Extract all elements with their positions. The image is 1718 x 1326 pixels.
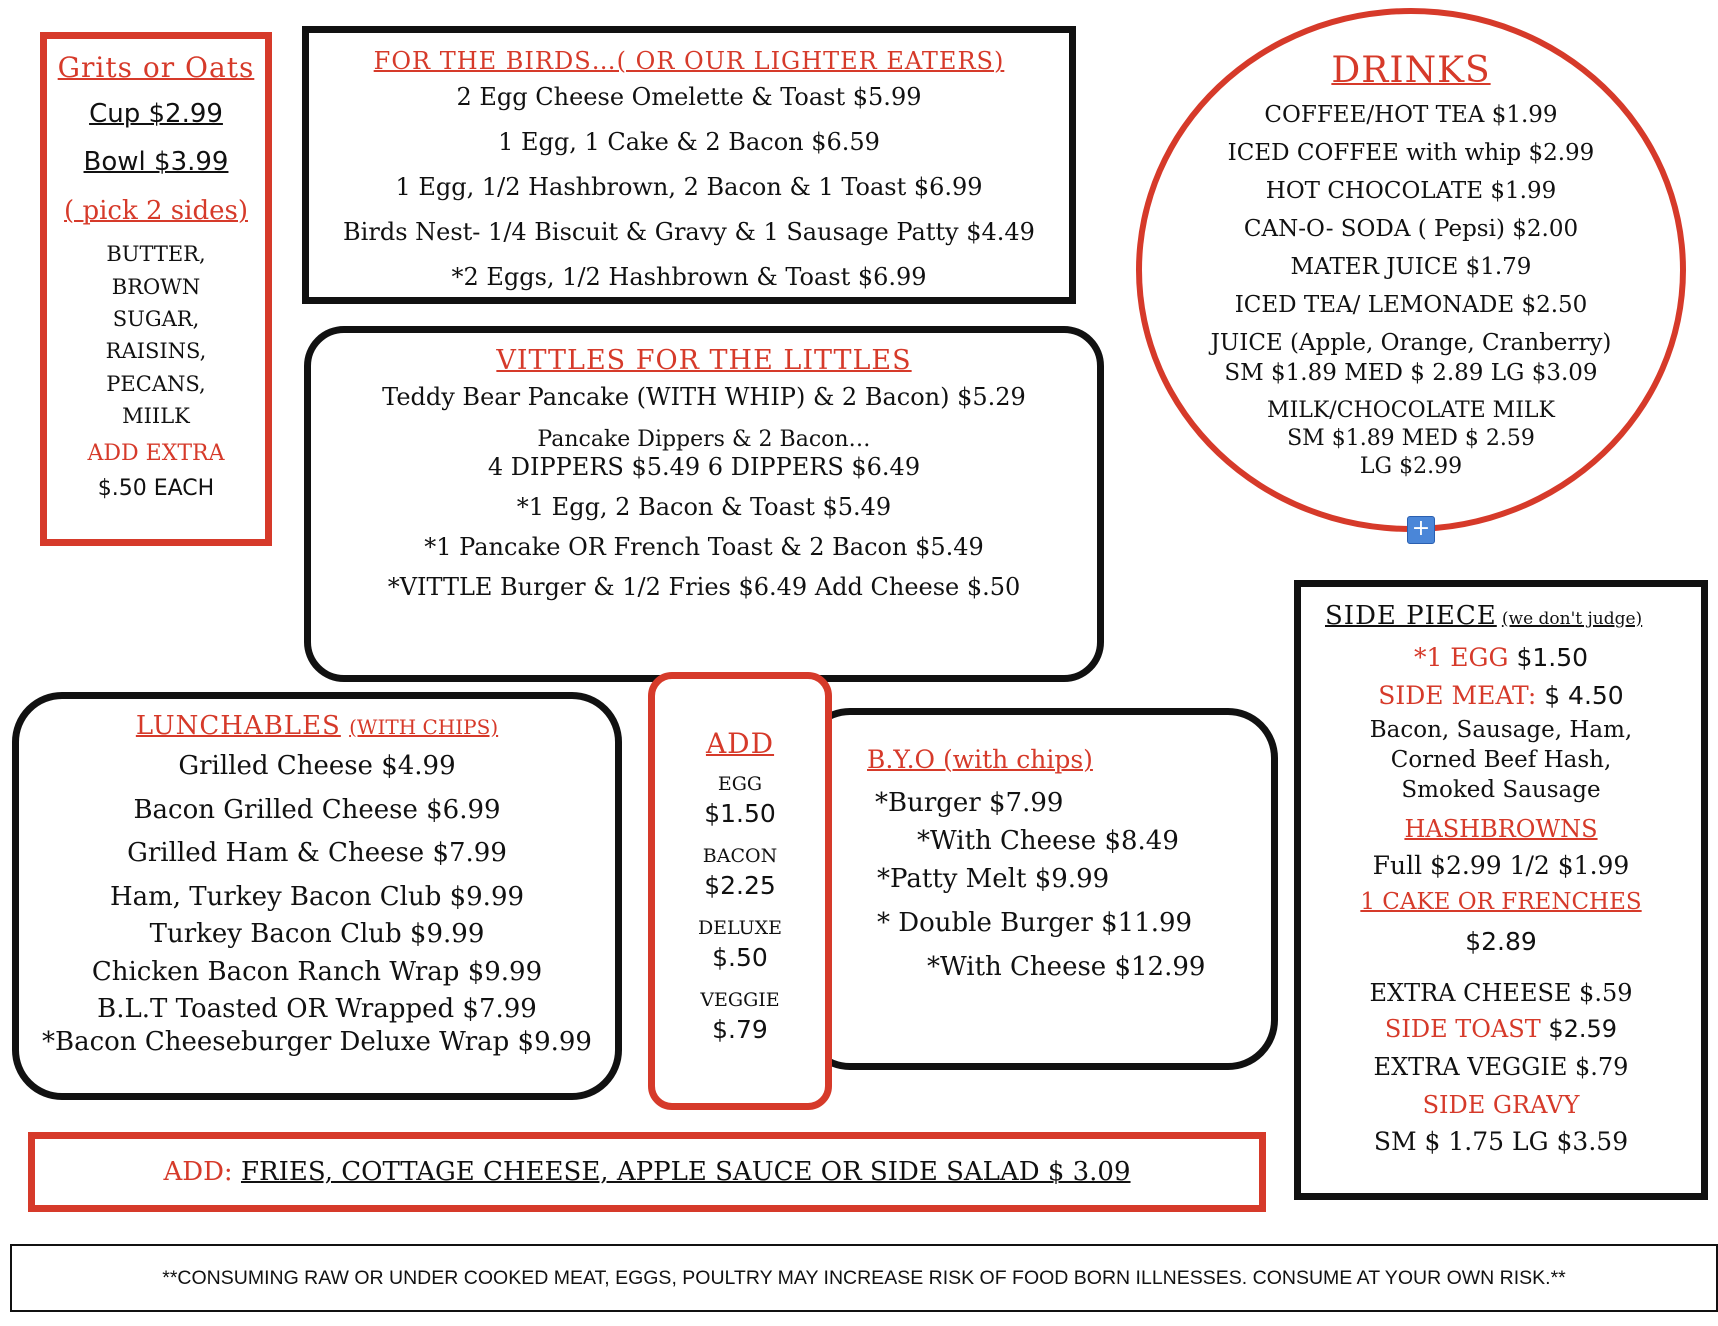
- byo-title: B.Y.O (with chips): [867, 745, 1093, 774]
- vittles-item: Pancake Dippers & 2 Bacon…: [537, 427, 871, 452]
- side-meat-price: $ 4.50: [1536, 681, 1624, 710]
- drinks-title: DRINKS: [1331, 50, 1491, 91]
- drinks-item: MATER JUICE $1.79: [1290, 254, 1532, 280]
- drinks-item: HOT CHOCOLATE $1.99: [1265, 178, 1557, 204]
- add-fries-content: [35, 1157, 1259, 1187]
- side-piece-panel: [1294, 580, 1708, 1200]
- vittles-item: Teddy Bear Pancake (WITH WHIP) & 2 Bacon) $5.29: [382, 383, 1026, 411]
- add-plus-button[interactable]: +: [1407, 516, 1435, 544]
- drinks-item: ICED COFFEE with whip $2.99: [1227, 140, 1595, 166]
- add-fries-label: ADD:: [163, 1157, 233, 1187]
- disclaimer-box: [10, 1244, 1718, 1312]
- byo-item: *Patty Melt $9.99: [877, 864, 1110, 894]
- vittles-item: *1 Pancake OR French Toast & 2 Bacon $5.49: [424, 533, 984, 561]
- side-cake-price: $2.89: [1465, 927, 1537, 956]
- lunchables-item: Bacon Grilled Cheese $6.99: [133, 795, 501, 825]
- lunchables-item: Grilled Ham & Cheese $7.99: [127, 838, 507, 868]
- grits-title: Grits or Oats: [57, 51, 255, 84]
- add-item-price: $.79: [712, 1015, 768, 1044]
- birds-item: Birds Nest- 1/4 Biscuit & Gravy & 1 Sausage Patty $4.49: [343, 218, 1035, 246]
- side-piece-header: [1325, 601, 1642, 631]
- grits-side: MIILK: [122, 404, 190, 428]
- grits-side: SUGAR,: [112, 307, 200, 331]
- byo-item: * Double Burger $11.99: [877, 908, 1193, 938]
- birds-title: FOR THE BIRDS…( OR OUR LIGHTER EATERS): [373, 47, 1005, 75]
- vittles-item: *1 Egg, 2 Bacon & Toast $5.49: [516, 493, 892, 521]
- side-cake: 1 CAKE OR FRENCHES: [1360, 889, 1642, 915]
- lunchables-header: [19, 711, 615, 741]
- birds-panel: [302, 26, 1076, 304]
- birds-item: 1 Egg, 1/2 Hashbrown, 2 Bacon & 1 Toast $6.99: [395, 173, 983, 201]
- lunchables-item: Grilled Cheese $4.99: [178, 751, 456, 781]
- grits-side: BUTTER,: [106, 242, 206, 266]
- grits-side: RAISINS,: [105, 339, 207, 363]
- vittles-item: *VITTLE Burger & 1/2 Fries $6.49 Add Cheese $.50: [387, 573, 1021, 601]
- vittles-panel: [304, 326, 1104, 682]
- add-item-name: VEGGIE: [700, 989, 780, 1011]
- birds-item: *2 Eggs, 1/2 Hashbrown & Toast $6.99: [451, 263, 927, 291]
- grits-cup: Cup $2.99: [89, 99, 223, 129]
- drinks-panel: [1136, 8, 1686, 532]
- grits-pick: ( pick 2 sides): [64, 196, 248, 226]
- side-toast-label: SIDE TOAST: [1384, 1015, 1541, 1043]
- drinks-item: COFFEE/HOT TEA $1.99: [1264, 102, 1558, 128]
- lunchables-subtitle: (WITH CHIPS): [349, 715, 499, 739]
- drinks-item: JUICE (Apple, Orange, Cranberry): [1210, 330, 1612, 356]
- side-egg-label: *1 EGG: [1413, 643, 1509, 672]
- drinks-item: SM $1.89 MED $ 2.59: [1287, 426, 1535, 451]
- add-panel: [648, 672, 832, 1110]
- lunchables-item: Chicken Bacon Ranch Wrap $9.99: [91, 957, 543, 987]
- add-item-name: EGG: [717, 773, 763, 795]
- drinks-item: LG $2.99: [1359, 454, 1463, 479]
- add-item-name: BACON: [702, 845, 778, 867]
- side-meat-option: Corned Beef Hash,: [1390, 747, 1612, 773]
- side-meat: [1301, 681, 1701, 710]
- lunchables-item: Turkey Bacon Club $9.99: [149, 919, 485, 949]
- add-fries-text: FRIES, COTTAGE CHEESE, APPLE SAUCE OR SIDE SALAD $ 3.09: [240, 1157, 1131, 1187]
- add-title: ADD: [705, 727, 775, 760]
- side-gravy-prices: SM $ 1.75 LG $3.59: [1373, 1127, 1629, 1156]
- byo-panel: [800, 708, 1278, 1070]
- disclaimer-text: **CONSUMING RAW OR UNDER COOKED MEAT, EGGS, POULTRY MAY INCREASE RISK OF FOOD BORN ILLNESSES. CONSUME AT YOUR OWN RISK.**: [162, 1267, 1566, 1289]
- lunchables-panel: [12, 692, 622, 1100]
- side-egg-price: $1.50: [1516, 643, 1589, 672]
- side-gravy: SIDE GRAVY: [1422, 1091, 1580, 1119]
- lunchables-item: *Bacon Cheeseburger Deluxe Wrap $9.99: [42, 1027, 592, 1057]
- side-extra-veggie: EXTRA VEGGIE $.79: [1373, 1053, 1629, 1081]
- grits-bowl: Bowl $3.99: [83, 147, 229, 177]
- drinks-item: CAN-O- SODA ( Pepsi) $2.00: [1243, 216, 1579, 242]
- side-meat-option: Smoked Sausage: [1401, 777, 1601, 803]
- side-meat-option: Bacon, Sausage, Ham,: [1369, 717, 1633, 743]
- lunchables-title: LUNCHABLES: [135, 711, 341, 741]
- side-meat-label: SIDE MEAT:: [1378, 681, 1537, 710]
- vittles-title: VITTLES FOR THE LITTLES: [496, 345, 912, 376]
- add-item-price: $1.50: [704, 799, 776, 828]
- side-toast: [1301, 1015, 1701, 1043]
- birds-item: 2 Egg Cheese Omelette & Toast $5.99: [456, 83, 922, 111]
- byo-content: [867, 745, 1205, 992]
- byo-item: *With Cheese $12.99: [927, 952, 1206, 982]
- byo-item: *Burger $7.99: [875, 788, 1064, 818]
- side-piece-subtitle: (we don't judge): [1501, 609, 1643, 629]
- grits-each: $.50 EACH: [97, 476, 215, 501]
- add-fries-bar: [28, 1132, 1266, 1212]
- grits-side: BROWN: [111, 275, 201, 299]
- birds-item: 1 Egg, 1 Cake & 2 Bacon $6.59: [498, 128, 880, 156]
- add-item-price: $2.25: [704, 871, 776, 900]
- side-piece-title: SIDE PIECE: [1325, 601, 1497, 631]
- grits-side: PECANS,: [106, 372, 206, 396]
- side-extra-cheese: EXTRA CHEESE $.59: [1369, 979, 1633, 1007]
- byo-item: *With Cheese $8.49: [917, 826, 1179, 856]
- drinks-item: MILK/CHOCOLATE MILK: [1267, 398, 1555, 423]
- drinks-item: ICED TEA/ LEMONADE $2.50: [1234, 292, 1588, 318]
- grits-oats-panel: [40, 32, 272, 546]
- lunchables-item: Ham, Turkey Bacon Club $9.99: [109, 882, 525, 912]
- drinks-item: SM $1.89 MED $ 2.89 LG $3.09: [1224, 360, 1598, 386]
- side-toast-price: $2.59: [1548, 1015, 1618, 1043]
- add-item-name: DELUXE: [697, 917, 783, 939]
- add-item-price: $.50: [712, 943, 768, 972]
- grits-add-extra: ADD EXTRA: [87, 441, 225, 466]
- side-hashbrowns: HASHBROWNS: [1404, 815, 1598, 843]
- vittles-item: 4 DIPPERS $5.49 6 DIPPERS $6.49: [487, 453, 921, 481]
- lunchables-item: B.L.T Toasted OR Wrapped $7.99: [97, 994, 537, 1024]
- side-egg: [1301, 643, 1701, 672]
- side-hash-prices: Full $2.99 1/2 $1.99: [1372, 851, 1630, 880]
